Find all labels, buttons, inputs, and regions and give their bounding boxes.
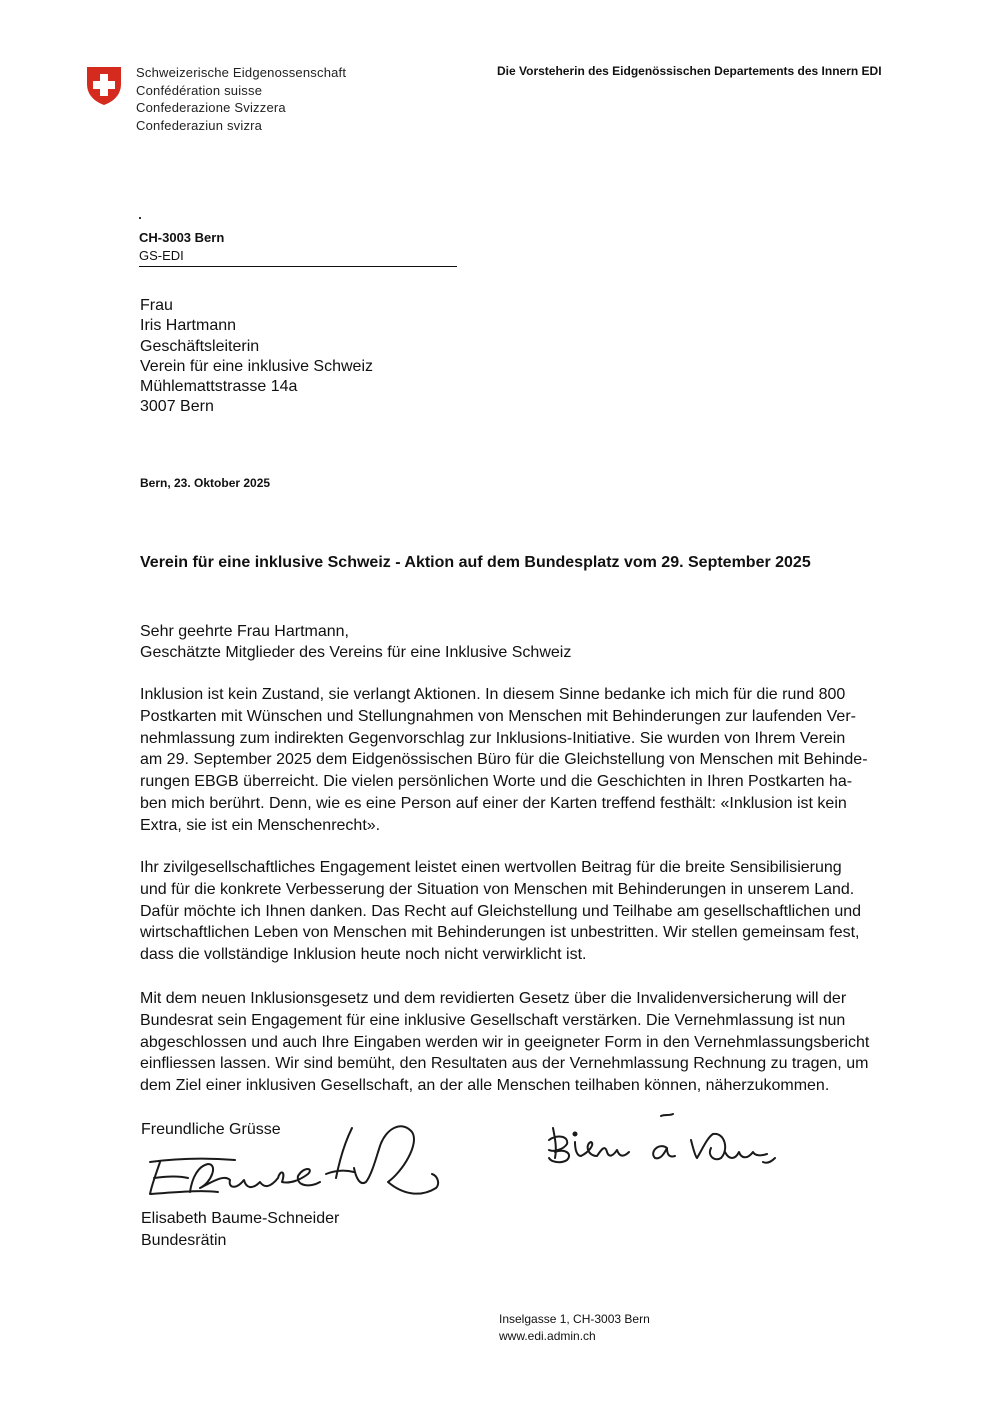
recipient-line: Frau bbox=[140, 297, 173, 314]
department-heading: Die Vorsteherin des Eidgenössischen Departements des Innern EDI bbox=[497, 64, 882, 78]
swiss-coat-of-arms-icon bbox=[86, 66, 122, 106]
handwritten-note bbox=[545, 1112, 785, 1174]
text-line: Dafür möchte ich Ihnen danken. Das Recht auf Gleichstellung und Teilhabe am gesellschaftlichen und bbox=[140, 902, 862, 920]
closing-phrase: Freundliche Grüsse bbox=[141, 1121, 281, 1138]
recipient-line: Iris Hartmann bbox=[140, 317, 237, 335]
text-line: abgeschlossen und auch Ihre Eingaben werden wir in geeigneter Form in den Vernehmlassungsbericht bbox=[140, 1033, 870, 1051]
letter-date: Bern, 23. Oktober 2025 bbox=[140, 476, 271, 490]
recipient-line: Verein für eine inklusive Schweiz bbox=[140, 357, 374, 375]
text-line: Mit dem neuen Inklusionsgesetz und dem revidierten Gesetz über die Invalidenversicherung will der bbox=[140, 990, 847, 1007]
sender-reference: GS-EDI bbox=[139, 248, 184, 263]
recipient-address bbox=[140, 296, 373, 418]
org-line: Confederazione Svizzera bbox=[136, 100, 286, 115]
text-line: am 29. September 2025 dem Eidgenössischen Büro für die Gleichstellung von Menschen mit Behinde- bbox=[140, 751, 868, 769]
text-line: einfliessen lassen. Wir sind bemüht, den Resultaten aus der Vernehmlassung Rechnung zu tragen, um bbox=[140, 1055, 869, 1073]
body-paragraph-3 bbox=[140, 988, 915, 1097]
signatory-block bbox=[141, 1208, 339, 1252]
footer-address: Inselgasse 1, CH-3003 Bern bbox=[499, 1312, 650, 1326]
signatory-title: Bundesrätin bbox=[141, 1232, 227, 1249]
footer-website: www.edi.admin.ch bbox=[499, 1329, 596, 1343]
letter-subject: Verein für eine inklusive Schweiz - Aktion auf dem Bundesplatz vom 29. September 2025 bbox=[140, 554, 811, 571]
salutation bbox=[140, 621, 571, 663]
salutation-line: Geschätzte Mitglieder des Vereins für eine Inklusive Schweiz bbox=[140, 644, 572, 661]
signature-icon bbox=[140, 1118, 450, 1210]
sender-divider bbox=[139, 266, 457, 267]
salutation-line: Sehr geehrte Frau Hartmann, bbox=[140, 623, 349, 640]
text-line: dass die vollständige Inklusion heute noch nicht verwirklicht ist. bbox=[140, 946, 587, 964]
recipient-line: 3007 Bern bbox=[140, 398, 214, 416]
body-paragraph-1 bbox=[140, 684, 915, 837]
text-line: rungen EBGB überreicht. Die vielen persönlichen Worte und die Geschichten in Ihren Postkarten ha- bbox=[140, 773, 853, 791]
text-line: wirtschaftlichen Leben von Menschen mit Behinderungen ist unbestritten. Wir stellen gemeinsam fest, bbox=[140, 924, 860, 942]
text-line: Inklusion ist kein Zustand, sie verlangt Aktionen. In diesem Sinne bedanke ich mich für die rund 800 bbox=[140, 686, 846, 703]
text-line: Postkarten mit Wünschen und Stellungnahmen von Menschen mit Behinderungen zur laufenden Ver- bbox=[140, 707, 856, 725]
text-line: nehmlassung zum indirekten Gegenvorschlag zur Inklusions-Initiative. Sie wurden von Ihrem Verein bbox=[140, 729, 846, 747]
text-line: Extra, sie ist ein Menschenrecht». bbox=[140, 816, 381, 834]
margin-dot bbox=[139, 217, 141, 219]
federal-administration-lines bbox=[136, 64, 346, 134]
recipient-line: Mühlemattstrasse 14a bbox=[140, 378, 298, 396]
org-line: Schweizerische Eidgenossenschaft bbox=[136, 65, 347, 80]
org-line: Confederaziun svizra bbox=[136, 117, 263, 133]
text-line: Ihr zivilgesellschaftliches Engagement leistet einen wertvollen Beitrag für die breite Sensibilisierung bbox=[140, 859, 842, 876]
sender-block bbox=[139, 229, 224, 265]
sender-city: CH-3003 Bern bbox=[139, 230, 225, 245]
text-line: dem Ziel einer inklusiven Gesellschaft, an der alle Menschen teilhaben können, näherzukommen. bbox=[140, 1077, 830, 1095]
body-paragraph-2 bbox=[140, 857, 915, 966]
recipient-line: Geschäftsleiterin bbox=[140, 337, 260, 355]
text-line: und für die konkrete Verbesserung der Situation von Menschen mit Behinderungen in unserem Land. bbox=[140, 880, 855, 898]
footer-block bbox=[499, 1311, 650, 1345]
signatory-name: Elisabeth Baume-Schneider bbox=[141, 1210, 340, 1227]
text-line: ben mich berührt. Denn, wie es eine Person auf einer der Karten treffend festhält: «Inklusion ist kein bbox=[140, 794, 847, 812]
text-line: Bundesrat sein Engagement für eine inklusive Gesellschaft verstärken. Die Vernehmlassung ist nun bbox=[140, 1011, 846, 1029]
org-line: Confédération suisse bbox=[136, 82, 263, 98]
